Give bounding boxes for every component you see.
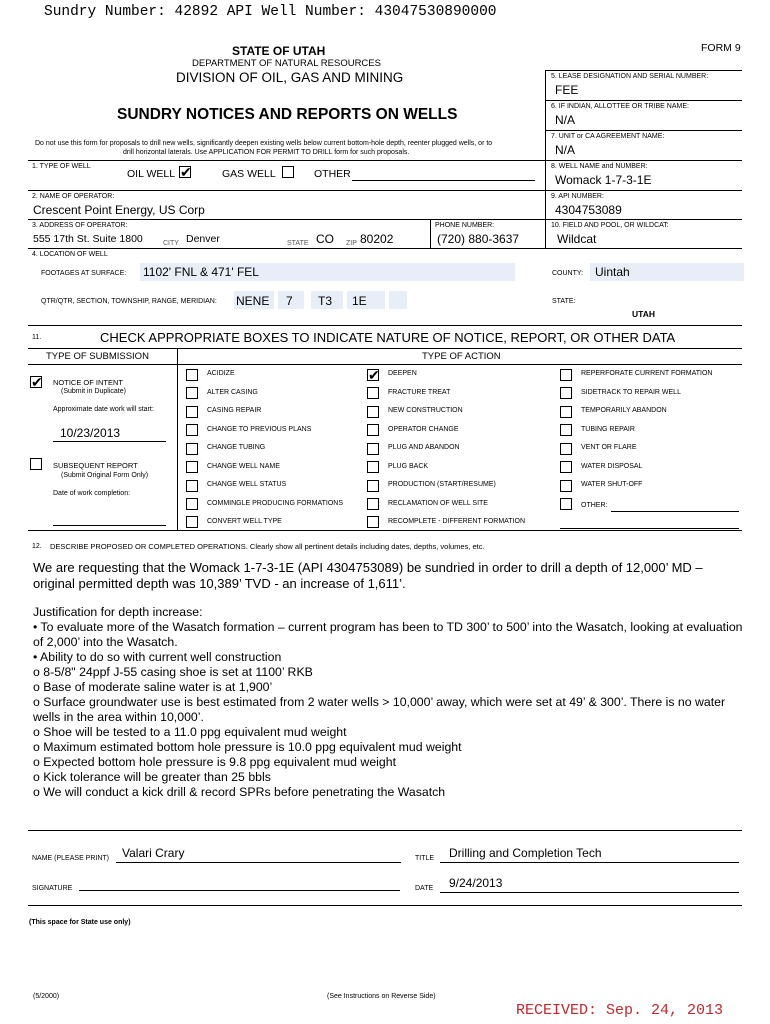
water-shutoff-checkbox[interactable] [560,480,572,492]
action-tubing-repair: TUBING REPAIR [581,426,635,433]
section12-label: DESCRIBE PROPOSED OR COMPLETED OPERATIONS. Clearly show all pertinent details including dates, depths, volumes, etc. [50,542,485,551]
subsequent-orig-label: (Submit Original Form Only) [61,472,149,479]
state-heading: STATE OF UTAH [232,44,326,58]
action-change-plans: CHANGE TO PREVIOUS PLANS [207,426,312,433]
operator-value[interactable]: Crescent Point Energy, US Corp [33,203,205,217]
action-fracture-treat: FRACTURE TREAT [388,389,451,396]
action-sidetrack: SIDETRACK TO REPAIR WELL [581,389,681,396]
reclamation-checkbox[interactable] [367,498,379,510]
description-line: o Maximum estimated bottom hole pressure is 10.0 ppg equivalent mud weight [33,740,462,754]
state-label: STATE [287,240,309,247]
unit-value[interactable]: N/A [555,143,576,157]
city-value[interactable]: Denver [186,233,220,245]
api-label: 9. API NUMBER: [551,193,604,200]
qtr-label: QTR/QTR, SECTION, TOWNSHIP, RANGE, MERIDIAN: [41,298,217,305]
type-action-heading: TYPE OF ACTION [422,351,501,362]
description-line: o We will conduct a kick drill & record SPRs before penetrating the Wasatch [33,785,446,799]
description-body[interactable] [33,605,743,800]
approx-date-value[interactable]: 10/23/2013 [60,426,121,440]
field-value[interactable]: Wildcat [557,232,597,246]
section11-title: CHECK APPROPRIATE BOXES TO INDICATE NATURE OF NOTICE, REPORT, OR OTHER DATA [100,330,676,345]
action-alter-casing: ALTER CASING [207,389,258,396]
sidetrack-checkbox[interactable] [560,387,572,399]
action-change-tubing: CHANGE TUBING [207,444,266,451]
name-label: NAME (PLEASE PRINT) [32,855,110,862]
zip-label: ZIP [346,240,357,247]
subsequent-report-checkbox[interactable] [30,458,42,470]
alter-casing-checkbox[interactable] [186,387,198,399]
description-paragraph[interactable]: We are requesting that the Womack 1-7-3-1E (API 4304753089) be sundried in order to drill a depth of 12,000’ MD – original permitted depth was 10,389’ TVD - an increase of 1,611’. [33,560,703,591]
well-name-value[interactable]: Womack 1-7-3-1E [555,173,652,187]
convert-well-type-checkbox[interactable] [186,516,198,528]
casing-repair-checkbox[interactable] [186,406,198,418]
commingle-checkbox[interactable] [186,498,198,510]
recomplete-checkbox[interactable] [367,516,379,528]
oil-well-label: OIL WELL [127,168,176,180]
change-well-status-checkbox[interactable] [186,480,198,492]
date-label: DATE [415,885,434,892]
action-reperforate: REPERFORATE CURRENT FORMATION [581,370,713,377]
indian-value[interactable]: N/A [555,113,576,127]
signature-label: SIGNATURE [32,885,73,892]
completion-date-label: Date of work completion: [53,490,131,497]
title-value[interactable]: Drilling and Completion Tech [449,846,602,860]
location-label: 4. LOCATION OF WELL [32,251,108,258]
change-tubing-checkbox[interactable] [186,443,198,455]
instructions-line-1: Do not use this form for proposals to drill new wells, significantly deepen existing wells below current bottom-hole depth, reenter plugged wells, or to [35,140,493,147]
action-water-shutoff: WATER SHUT-OFF [581,481,643,488]
action-recomplete: RECOMPLETE - DIFFERENT FORMATION [388,518,526,525]
new-construction-checkbox[interactable] [367,406,379,418]
action-reclamation: RECLAMATION OF WELL SITE [388,500,488,507]
vent-flare-checkbox[interactable] [560,443,572,455]
unit-label: 7. UNIT or CA AGREEMENT NAME: [551,133,665,140]
operator-label: 2. NAME OF OPERATOR: [32,193,115,200]
approx-date-label: Approximate date work will start: [53,406,154,413]
other-action-checkbox[interactable] [560,498,572,510]
lease-value[interactable]: FEE [555,83,579,97]
action-production: PRODUCTION (START/RESUME) [388,481,496,488]
reperforate-checkbox[interactable] [560,369,572,381]
other-label: OTHER [314,168,351,180]
plug-back-checkbox[interactable] [367,461,379,473]
action-plug-abandon: PLUG AND ABANDON [388,444,460,451]
reverse-instructions: (See Instructions on Reverse Side) [327,993,436,1000]
operator-change-checkbox[interactable] [367,424,379,436]
division-heading: DIVISION OF OIL, GAS AND MINING [176,70,404,85]
production-checkbox[interactable] [367,480,379,492]
section11-number: 11. [32,334,42,341]
check-mark-icon: ✔ [31,374,43,390]
notice-dup-label: (Submit in Duplicate) [61,388,126,395]
gas-well-checkbox[interactable] [282,166,294,178]
action-plug-back: PLUG BACK [388,463,429,470]
instructions-line-2: drill horizontal laterals. Use APPLICATION FOR PERMIT TO DRILL form for such proposals. [123,149,410,156]
notice-intent-label: NOTICE OF INTENT [53,378,123,387]
action-change-well-name: CHANGE WELL NAME [207,463,280,470]
dept-heading: DEPARTMENT OF NATURAL RESOURCES [192,58,381,69]
received-stamp [516,1002,723,1019]
state-field-label: STATE: [552,298,576,305]
action-temp-abandon: TEMPORARILY ABANDON [581,407,667,414]
action-new-construction: NEW CONSTRUCTION [388,407,463,414]
section12-number: 12. [32,543,42,550]
field-label: 10. FIELD AND POOL, OR WILDCAT: [551,222,669,229]
water-disposal-checkbox[interactable] [560,461,572,473]
city-label: CITY [163,240,179,247]
state-value[interactable]: CO [316,232,334,246]
description-line: o Shoe will be tested to a 11.0 ppg equivalent mud weight [33,725,347,739]
action-change-well-status: CHANGE WELL STATUS [207,481,287,488]
action-casing-repair: CASING REPAIR [207,407,262,414]
state-field-value: UTAH [632,309,655,319]
address-label: 3. ADDRESS OF OPERATOR: [32,222,128,229]
description-line: o Base of moderate saline water is at 1,900’ [33,680,273,694]
section-value[interactable]: 7 [286,294,293,308]
range-value[interactable]: 1E [352,294,367,308]
name-value[interactable]: Valari Crary [122,846,185,860]
subsequent-report-label: SUBSEQUENT REPORT [53,461,138,470]
action-vent-flare: VENT OR FLARE [581,444,637,451]
sundry-stamp: Sundry Number: 42892 API Well Number: 43047530890000 [44,4,497,20]
action-operator-change: OPERATOR CHANGE [388,426,459,433]
footages-value[interactable]: 1102' FNL & 471' FEL [143,265,259,279]
plug-abandon-checkbox[interactable] [367,443,379,455]
lease-label: 5. LEASE DESIGNATION AND SERIAL NUMBER: [551,73,709,80]
received-date: Sep. 24, 2013 [606,1002,724,1019]
street-value[interactable]: 555 17th St. Suite 1800 [33,233,143,245]
township-value[interactable]: T3 [318,294,333,308]
county-label: COUNTY: [552,270,584,277]
indian-label: 6. IF INDIAN, ALLOTTEE OR TRIBE NAME: [551,103,689,110]
state-use-label: (This space for State use only) [29,919,131,926]
description-line: • Ability to do so with current well construction [33,650,282,664]
action-convert-well-type: CONVERT WELL TYPE [207,518,282,525]
received-label: RECEIVED: [516,1002,598,1019]
action-other: OTHER: [581,502,608,509]
action-acidize: ACIDIZE [207,370,235,377]
change-plans-checkbox[interactable] [186,424,198,436]
revision-label: (5/2000) [33,993,60,1000]
fracture-treat-checkbox[interactable] [367,387,379,399]
type-submission-heading: TYPE OF SUBMISSION [46,351,149,362]
api-value[interactable]: 4304753089 [555,203,622,217]
description-line: o Surface groundwater use is best estimated from 2 water wells > 10,000’ away, which were set at 49’ & 300’. There is no water wells in the area within 10,000’. [33,695,726,724]
well-name-label: 8. WELL NAME and NUMBER: [551,163,648,170]
description-line: o 8-5/8" 24ppf J-55 casing shoe is set at 1100’ RKB [33,665,313,679]
zip-value[interactable]: 80202 [360,232,394,246]
description-line: Justification for depth increase: [33,605,203,619]
gas-well-label: GAS WELL [222,168,276,180]
description-line: • To evaluate more of the Wasatch formation – current program has been to TD 300’ to 500’ into the Wasatch, looking at evaluation of 2,000’ into the Wasatch. [33,620,743,649]
check-mark-icon: ✔ [180,164,192,180]
phone-label: PHONE NUMBER: [435,222,495,229]
description-line: o Kick tolerance will be greater than 25 bbls [33,770,271,784]
change-well-name-checkbox[interactable] [186,461,198,473]
county-value[interactable]: Uintah [595,265,630,279]
action-water-disposal: WATER DISPOSAL [581,463,643,470]
description-line: o Expected bottom hole pressure is 9.8 ppg equivalent mud weight [33,755,396,769]
form-title: SUNDRY NOTICES AND REPORTS ON WELLS [117,106,458,123]
well-type-label: 1. TYPE OF WELL [32,163,91,170]
acidize-checkbox[interactable] [186,369,198,381]
check-mark-icon: ✔ [368,367,380,383]
action-commingle: COMMINGLE PRODUCING FORMATIONS [207,500,343,507]
title-label: TITLE [415,855,435,862]
temp-abandon-checkbox[interactable] [560,406,572,418]
phone-value[interactable]: (720) 880-3637 [437,232,520,246]
tubing-repair-checkbox[interactable] [560,424,572,436]
signature-line[interactable] [79,890,400,891]
action-deepen: DEEPEN [388,370,417,377]
date-value[interactable]: 9/24/2013 [449,876,503,890]
footages-label: FOOTAGES AT SURFACE: [41,270,127,277]
qtr-value[interactable]: NENE [236,294,270,308]
form-number: FORM 9 [701,42,741,54]
